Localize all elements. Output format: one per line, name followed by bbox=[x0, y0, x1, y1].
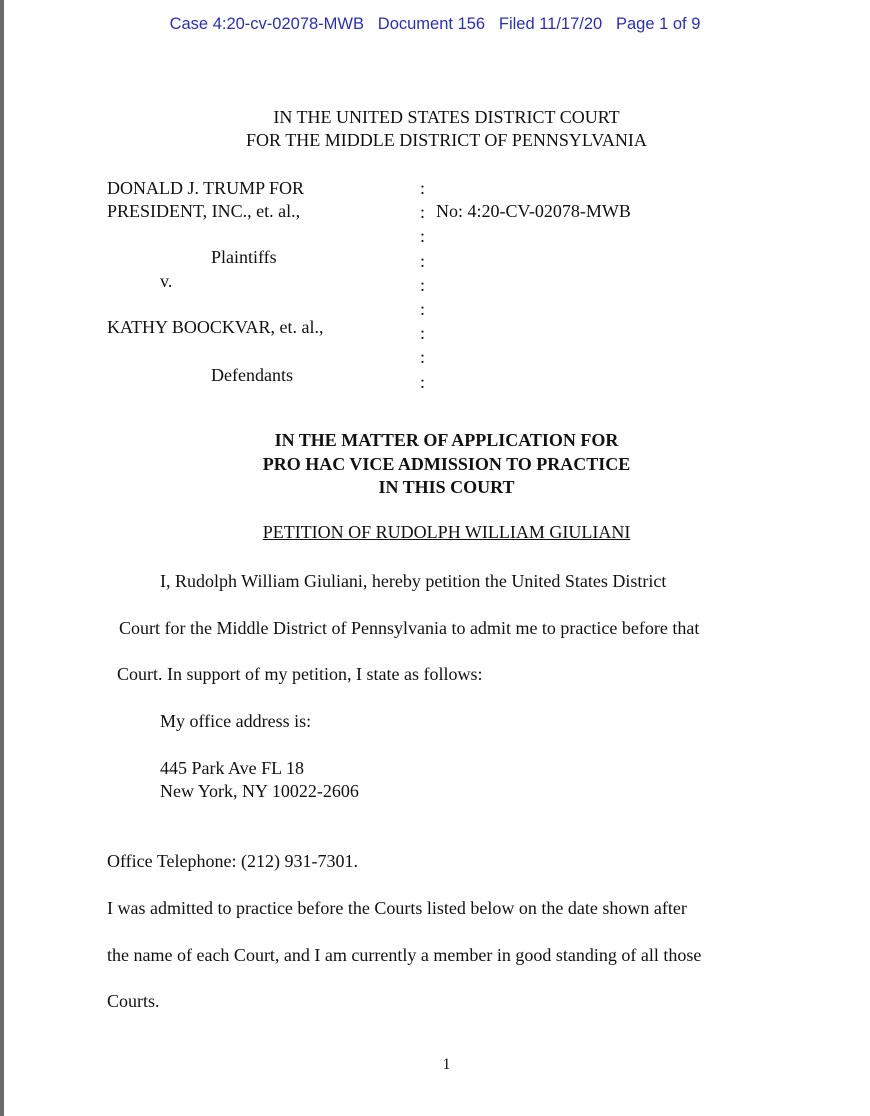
address-line1: 445 Park Ave FL 18 bbox=[160, 758, 304, 778]
office-address-label: My office address is: bbox=[160, 711, 312, 731]
caption-colon: : bbox=[420, 347, 426, 368]
header-filed-date: Filed 11/17/20 bbox=[498, 15, 603, 33]
court-heading bbox=[0, 106, 870, 152]
page-number: 1 bbox=[442, 1056, 451, 1073]
plaintiff-name-line1: DONALD J. TRUMP FOR bbox=[107, 178, 305, 198]
court-heading-line1: IN THE UNITED STATES DISTRICT COURT bbox=[273, 107, 620, 127]
plaintiff-name-line2: PRESIDENT, INC., et. al., bbox=[107, 201, 301, 221]
address-line2: New York, NY 10022-2606 bbox=[160, 781, 359, 801]
matter-heading bbox=[0, 429, 870, 500]
caption-colon: : bbox=[420, 298, 426, 319]
caption-colon-column bbox=[420, 177, 432, 395]
matter-heading-line1: IN THE MATTER OF APPLICATION FOR bbox=[274, 430, 619, 450]
paragraph2-line2: the name of each Court, and I am currently a member in good standing of all those bbox=[107, 945, 702, 965]
caption-colon: : bbox=[420, 274, 426, 295]
office-telephone: Office Telephone: (212) 931-7301. bbox=[107, 851, 359, 871]
caption-colon: : bbox=[420, 202, 426, 223]
header-document-number: Document 156 bbox=[377, 15, 486, 33]
paragraph1-line3: Court. In support of my petition, I state as follows: bbox=[117, 664, 483, 684]
ecf-header bbox=[0, 15, 870, 34]
caption-colon: : bbox=[420, 226, 426, 247]
petition-title: PETITION OF RUDOLPH WILLIAM GIULIANI bbox=[262, 522, 631, 542]
paragraph1-line1: I, Rudolph William Giuliani, hereby petition the United States District bbox=[160, 571, 667, 591]
matter-heading-line3: IN THIS COURT bbox=[378, 477, 515, 497]
header-page-count: Page 1 of 9 bbox=[616, 15, 701, 33]
left-page-edge bbox=[0, 0, 4, 1116]
paragraph2-line3: Courts. bbox=[107, 991, 160, 1011]
caption-colon: : bbox=[420, 323, 426, 344]
plaintiffs-label: Plaintiffs bbox=[211, 247, 277, 267]
caption-colon: : bbox=[420, 178, 426, 198]
defendant-name: KATHY BOOCKVAR, et. al., bbox=[107, 317, 324, 337]
caption-colon: : bbox=[420, 250, 426, 271]
matter-heading-line2: PRO HAC VICE ADMISSION TO PRACTICE bbox=[262, 453, 631, 474]
defendants-label: Defendants bbox=[211, 365, 293, 385]
caption-colon: : bbox=[420, 371, 426, 392]
paragraph2-line1: I was admitted to practice before the Courts listed below on the date shown after bbox=[107, 898, 687, 918]
court-heading-line2: FOR THE MIDDLE DISTRICT OF PENNSYLVANIA bbox=[246, 130, 647, 150]
case-number: No: 4:20-CV-02078-MWB bbox=[436, 201, 631, 221]
paragraph1-line2: Court for the Middle District of Pennsylvania to admit me to practice before that bbox=[119, 618, 700, 638]
versus: v. bbox=[160, 271, 173, 291]
header-case-number: Case 4:20-cv-02078-MWB bbox=[169, 15, 365, 33]
